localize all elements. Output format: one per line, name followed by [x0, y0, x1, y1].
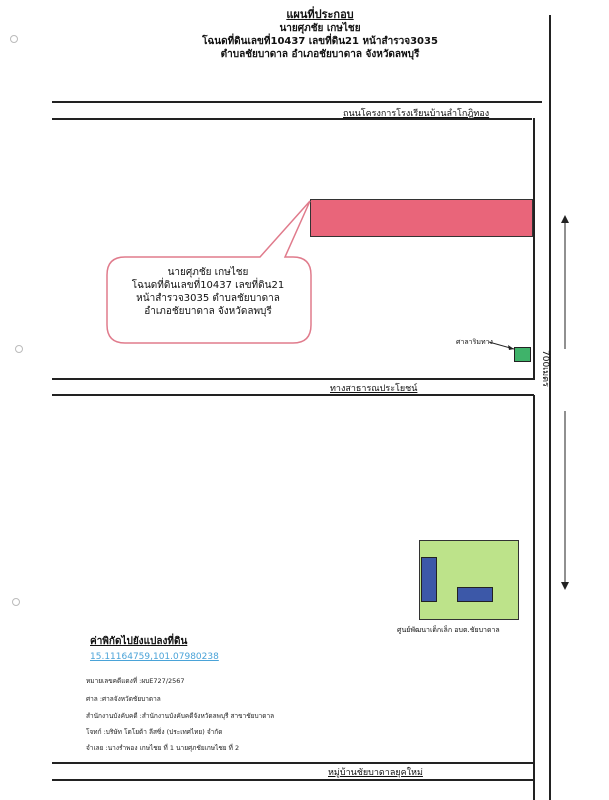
header	[150, 8, 490, 61]
map-title: แผนที่ประกอบ	[286, 8, 354, 21]
plaintiff: โจทก์ :บริษัท โตโยต้า ลีสซิ่ง (ประเทศไทย) จำกัด	[86, 728, 223, 736]
road-bottom-line-lower	[52, 779, 534, 781]
callout-line-2: โฉนดที่ดินเลขที่10437 เลขที่ดิน21	[131, 280, 285, 291]
court-name: ศาล :ศาลจังหวัดชัยบาดาล	[86, 695, 161, 703]
coordinates-title: ค่าพิกัดไปยังแปลงที่ดิน	[90, 636, 188, 647]
child-center-label: ศูนย์พัฒนาเด็กเล็ก อบต.ชัยบาดาล	[397, 626, 500, 634]
target-parcel	[310, 199, 533, 237]
roadside-shrine	[514, 347, 531, 362]
location-info: ตำบลชัยบาดาล อำเภอชัยบาดาล จังหวัดลพบุรี	[220, 49, 420, 60]
road-middle-label: ทางสาธารณประโยชน์	[330, 384, 418, 394]
road-right-inner-upper	[533, 118, 535, 380]
distance-arrow	[558, 215, 572, 590]
road-top-line-upper	[52, 101, 542, 103]
child-center-building	[421, 557, 437, 602]
coordinates-link[interactable]: 15.11164759,101.07980238	[90, 652, 219, 662]
owner-name: นายศุภชัย เกษไชย	[279, 23, 361, 34]
callout-line-1: นายศุภชัย เกษไชย	[167, 267, 249, 278]
callout-text	[108, 266, 308, 318]
callout-line-4: อำเภอชัยบาดาล จังหวัดลพบุรี	[144, 306, 272, 317]
road-bottom-line-upper	[52, 762, 534, 764]
scan-mark	[10, 35, 18, 43]
road-bottom-label: หมู่บ้านชัยบาดาลยุคใหม่	[328, 768, 423, 778]
road-right-outer	[549, 15, 551, 800]
road-top-label: ถนนโครงการโรงเรียนบ้านลำโกฎิทอง	[343, 109, 490, 119]
road-middle-line-lower	[52, 394, 534, 396]
scan-mark	[15, 345, 23, 353]
road-right-inner-lower	[533, 395, 535, 800]
enforcement-office: สำนักงานบังคับคดี :สำนักงานบังคับคดีจังหวัดลพบุรี สาขาชัยบาดาล	[86, 712, 275, 720]
deed-info: โฉนดที่ดินเลขที่10437 เลขที่ดิน21 หน้าสำรวจ3035	[202, 36, 438, 47]
child-center-building	[457, 587, 493, 602]
defendant: จำเลย :นางรำพอง เกษไชย ที่ 1 นายศุภชัยเกษไชย ที่ 2	[86, 744, 240, 752]
shrine-label: ศาลาริมทาง	[456, 338, 493, 346]
case-number: หมายเลขคดีแดงที่ :ผบE727/2567	[86, 677, 185, 685]
callout-line-3: หน้าสำรวจ3035 ตำบลชัยบาดาล	[136, 293, 280, 304]
scan-mark	[12, 598, 20, 606]
distance-label: 700เมตร	[540, 350, 550, 387]
road-middle-line-upper	[52, 378, 534, 380]
